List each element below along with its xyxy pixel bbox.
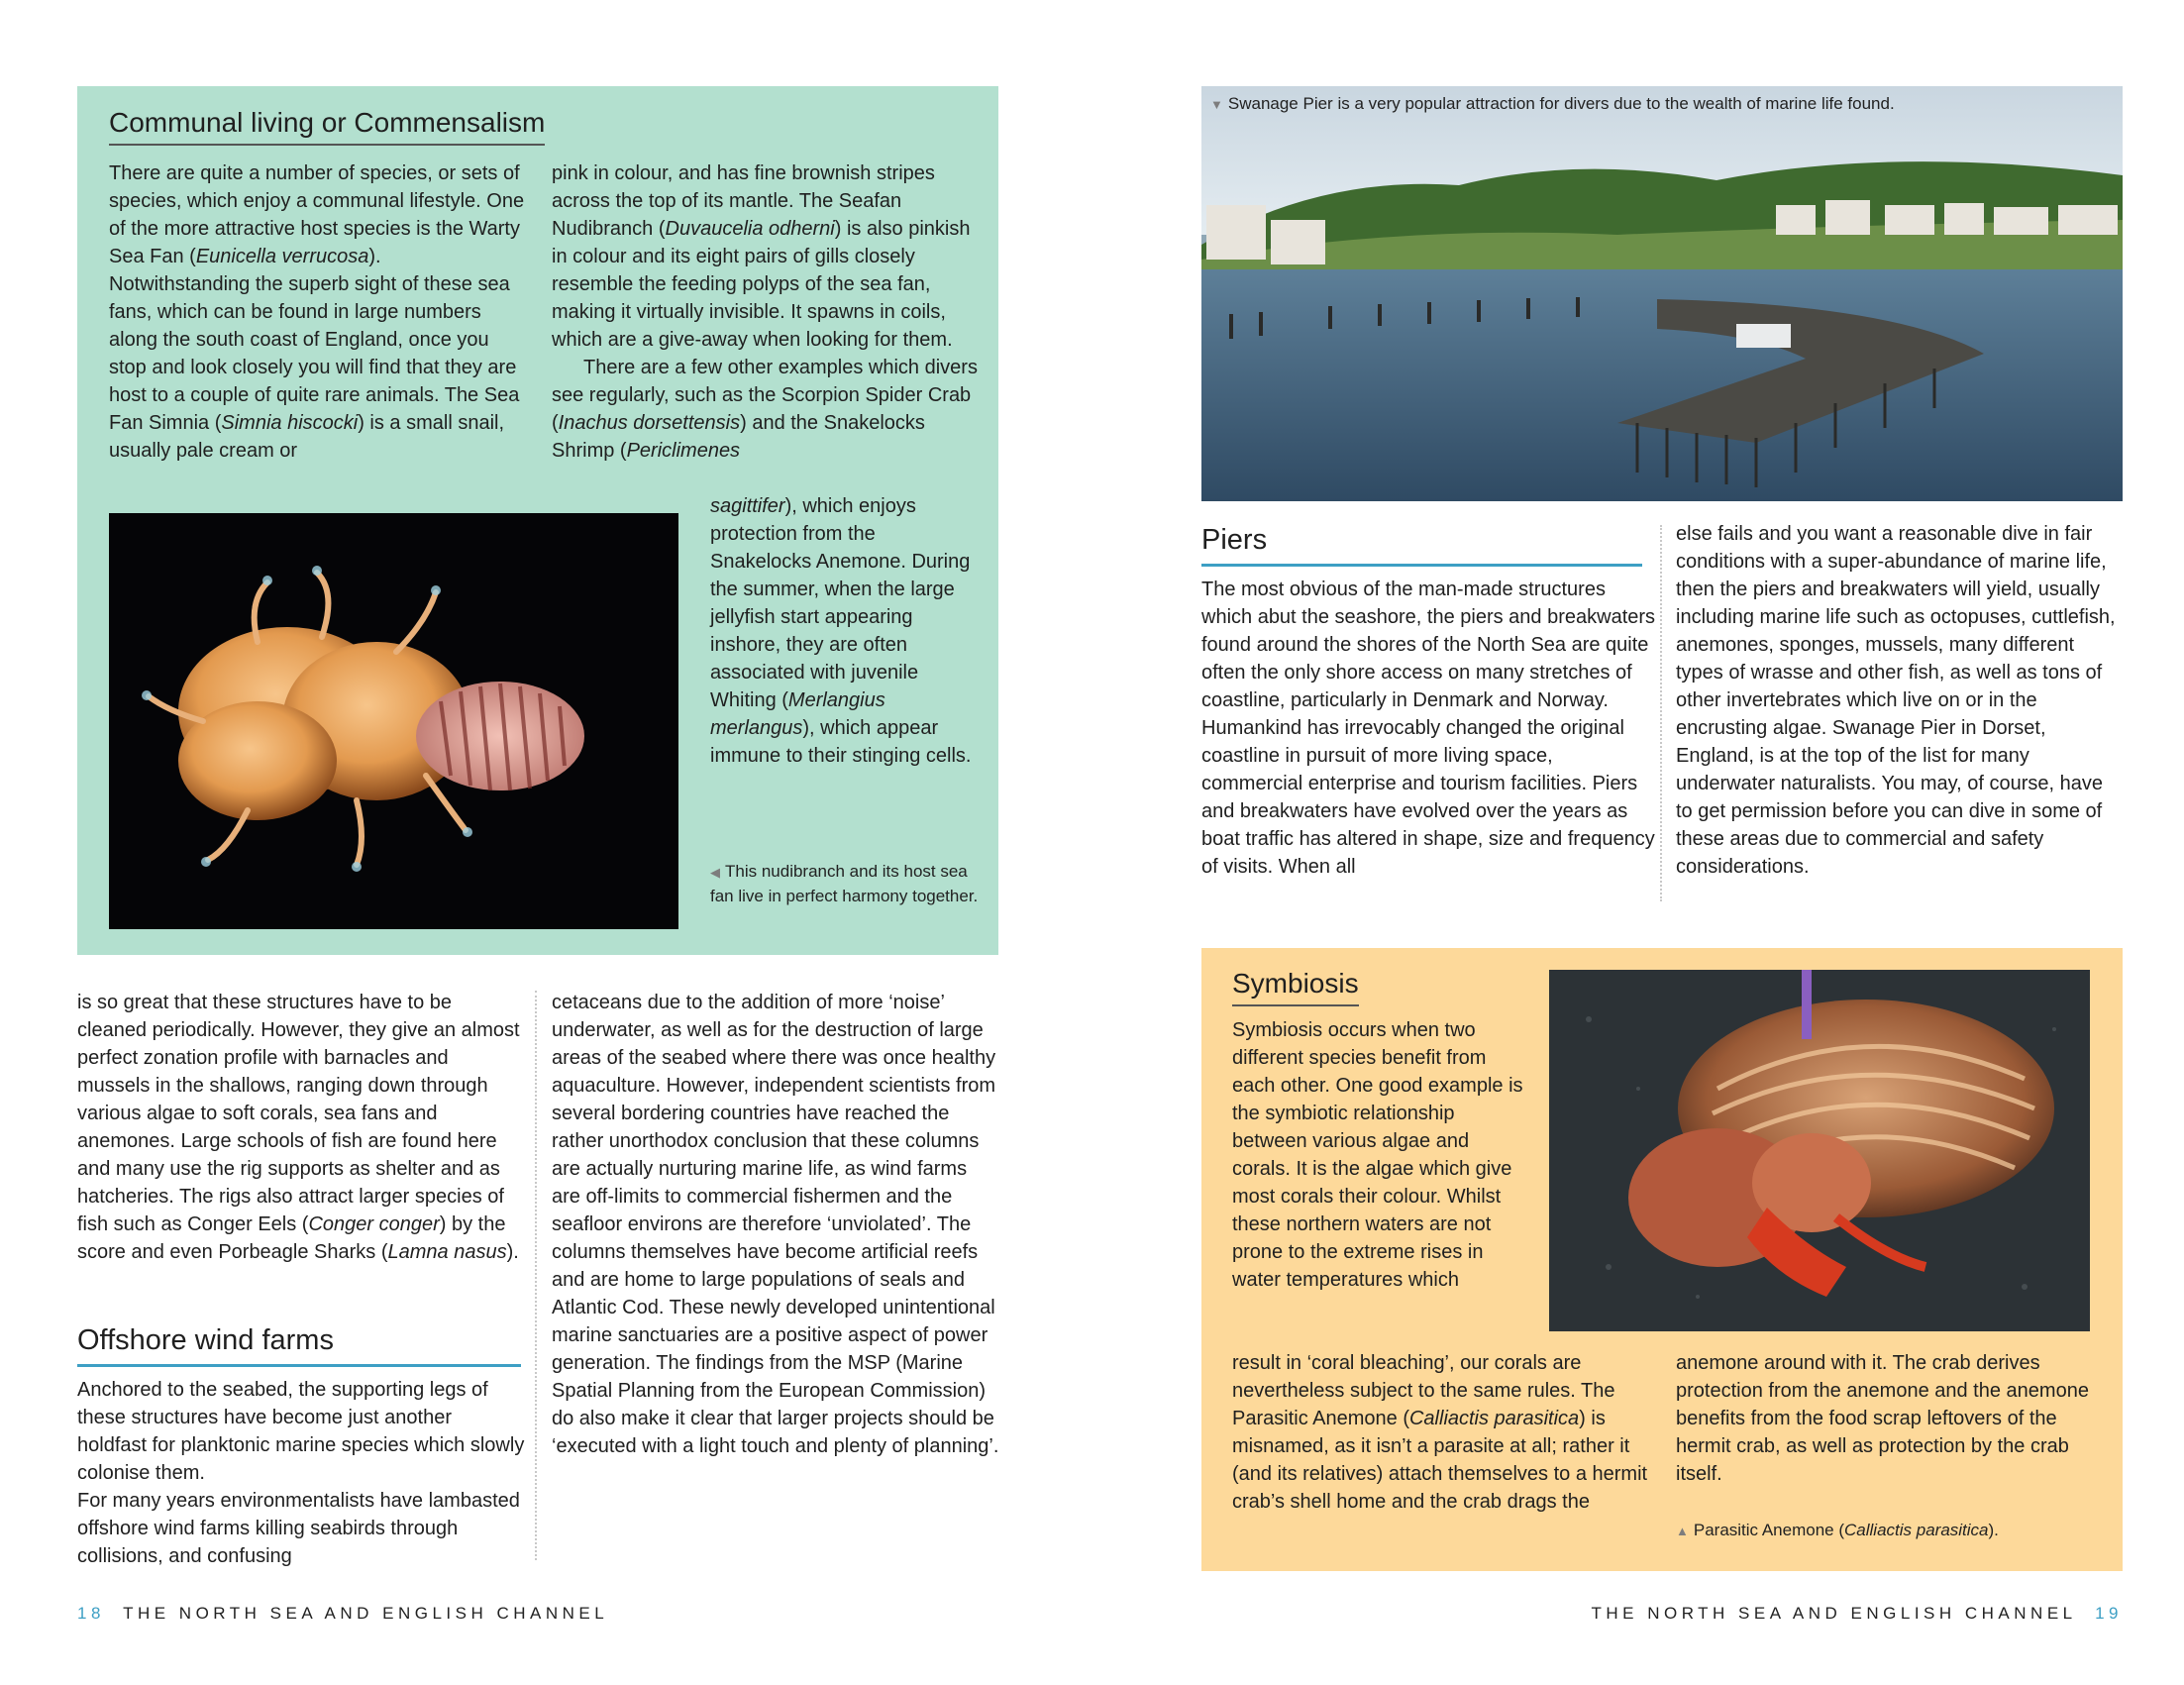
left-running-title: THE NORTH SEA AND ENGLISH CHANNEL [123,1604,609,1623]
pier-photo-caption-text: Swanage Pier is a very popular attraction for divers due to the wealth of marine life found. [1227,94,1895,113]
italic-term: sagittifer [710,495,785,517]
hermit-crab-photo [1549,970,2090,1331]
commensalism-col2-para2: There are a few other examples which divers see regularly, such as the Scorpion Spider Crab (Inachus dorsettensis) and the Snakelocks Shrimp (Periclimenes [552,357,978,462]
nudibranch-caption [710,860,980,908]
hermit-crab-illustration [1549,970,2090,1331]
symbiosis-title: Symbiosis [1232,967,1359,1006]
anemone-caption [1676,1519,2112,1543]
piers-col1 [1201,576,1657,881]
anemone-caption-text: Parasitic Anemone (Calliactis parasitica). [1693,1521,1999,1539]
italic-term: Lamna nasus [387,1241,507,1263]
commensalism-col2-continued [710,492,980,770]
wind-farms-col2 [552,989,999,1460]
italic-term: Inachus dorsettensis [558,412,741,434]
italic-term: Eunicella verrucosa [195,246,369,267]
pier-photo-caption [1210,92,2102,117]
commensalism-col1-text: There are quite a number of species, or sets of species, which enjoy a communal lifestyle. One of the more attractive host species is the Warty Sea Fan (Eunicella verrucosa). Notwithstanding the superb sight of these sea fans, which can be found in large numbers along the south coast of England, once you stop and look closely you will find that they are host to a couple of quite rare animals. The Sea Fan Simnia (Simnia hiscocki) is a small snail, usually pale cream or [109,162,525,462]
nudibranch-illustration [109,513,678,929]
swanage-pier-photo [1201,86,2123,501]
italic-term: Calliactis parasitica [1844,1521,1989,1539]
piers-col2-text: else fails and you want a reasonable dive in fair conditions with a super-abundance of marine life, then the piers and breakwaters will yield, usually including marine life such as octopuses, cuttlefish, anemones, sponges, mussels, many different types of wrasse and other fish, as well as tons of other invertebrates which live on or in the encrusting algae. Swanage Pier in Dorset, England, is at the top of the list for many underwater naturalists. You may, of course, have to get permission before you can dive in some of these areas due to commercial and safety considerations. [1676,523,2116,878]
commensalism-title: Communal living or Commensalism [109,106,545,146]
symbiosis-col2 [1676,1349,2112,1488]
zonation-paragraph [77,989,526,1266]
wind-farms-title: Offshore wind farms [77,1322,521,1367]
italic-term: Duvaucelia odherni [665,218,835,240]
wind-farms-paragraphs [77,1376,526,1570]
caption-pointer-left-icon: ◀ [710,865,720,880]
italic-term: Calliactis parasitica [1408,1408,1580,1429]
symbiosis-intro-text: Symbiosis occurs when two different species benefit from each other. One good example is the symbiotic relationship between various algae and corals. It is the algae which give most corals their colour. Whilst these northern waters are not prone to the extreme rises in water temperatures which [1232,1019,1523,1291]
right-running-title: THE NORTH SEA AND ENGLISH CHANNEL [1591,1604,2077,1623]
symbiosis-col1-bottom [1232,1349,1660,1516]
symbiosis-anemone-text: result in ‘coral bleaching’, our corals are nevertheless subject to the same rules. The Parasitic Anemone (Calliactis parasitica) is misnamed, as it isn’t a parasite at all; rather it (and its relatives) attach themselves to a hermit crab’s shell home and the crab drags the [1232,1352,1648,1513]
nudibranch-caption-text: This nudibranch and its host sea fan live in perfect harmony together. [710,862,979,905]
right-footer [1591,1604,2123,1624]
italic-term: Conger conger [308,1213,440,1235]
italic-term: Periclimenes [626,440,741,462]
nudibranch-photo [109,513,678,929]
column-divider [535,991,537,1560]
symbiosis-col2-text: anemone around with it. The crab derives protection from the anemone and the anemone benefits from the food scrap leftovers of the hermit crab, as well as protection by the crab itself. [1676,1352,2089,1485]
italic-term: Simnia hiscocki [221,412,359,434]
wind-farms-para1: Anchored to the seabed, the supporting legs of these structures have become just another holdfast for planktonic marine species which slowly colonise them. [77,1379,525,1484]
piers-column-divider [1660,525,1662,901]
commensalism-col1 [109,159,527,465]
symbiosis-col1-top [1232,1016,1529,1294]
zonation-text: is so great that these structures have to be cleaned periodically. However, they give an almost perfect zonation profile with barnacles and mussels in the shallows, ranging down through various algae to soft corals, sea fans and anemones. Large schools of fish are found here and many use the rig supports as shelter and as hatcheries. The rigs also attract larger species of fish such as Conger Eels (Conger conger) by the score and even Porbeagle Sharks (Lamna nasus). [77,992,520,1263]
page-number-left: 18 [77,1604,105,1623]
piers-col1-text: The most obvious of the man-made structures which abut the seashore, the piers and breakwaters found around the shores of the North Sea are quite often the only shore access on many stretches of coastline, particularly in Denmark and Norway. Humankind has irrevocably changed the original coastline in pursuit of more living space, commercial enterprise and tourism facilities. Piers and breakwaters have evolved over the years as boat traffic has altered in shape, size and frequency of visits. When all [1201,579,1656,878]
wind-farms-col2-text: cetaceans due to the addition of more ‘noise’ underwater, as well as for the destruction of large areas of the seabed where there was once healthy aquaculture. However, independent scientists from several bordering countries have reached the rather unorthodox conclusion that these columns are actually nurturing marine life, as wind farms are off-limits to commercial fishermen and the seafloor environs are therefore ‘unviolated’. The columns themselves have become artificial reefs and are home to large populations of seals and Atlantic Cod. These newly developed unintentional marine sanctuaries are a positive aspect of power generation. The findings from the MSP (Marine Spatial Planning from the European Commission) do also make it clear that larger projects should be ‘executed with a light touch and plenty of planning’. [552,992,999,1457]
commensalism-col2-para2-cont: sagittifer), which enjoys protection from the Snakelocks Anemone. During the summer, when the large jellyfish start appearing inshore, they are often associated with juvenile Whiting (Merlangius merlangus), which appear immune to their stinging cells. [710,495,972,767]
italic-term: Merlangius merlangus [710,689,885,739]
caption-pointer-down-icon: ▼ [1210,97,1223,112]
piers-title: Piers [1201,522,1642,567]
caption-pointer-up-icon: ▲ [1676,1524,1689,1538]
wind-farms-para2: For many years environmentalists have lambasted offshore wind farms killing seabirds through collisions, and confusing [77,1490,520,1567]
page-number-right: 19 [2095,1604,2123,1623]
commensalism-col2-para1: pink in colour, and has fine brownish stripes across the top of its mantle. The Seafan Nudibranch (Duvaucelia odherni) is also pinkish in colour and its eight pairs of gills closely resemble the feeding polyps of the sea fan, making it virtually invisible. It spawns in coils, which are a give-away when looking for them. [552,162,971,351]
swanage-pier-illustration [1201,86,2123,501]
piers-col2 [1676,520,2118,881]
commensalism-col2 [552,159,980,465]
left-footer [77,1604,608,1624]
